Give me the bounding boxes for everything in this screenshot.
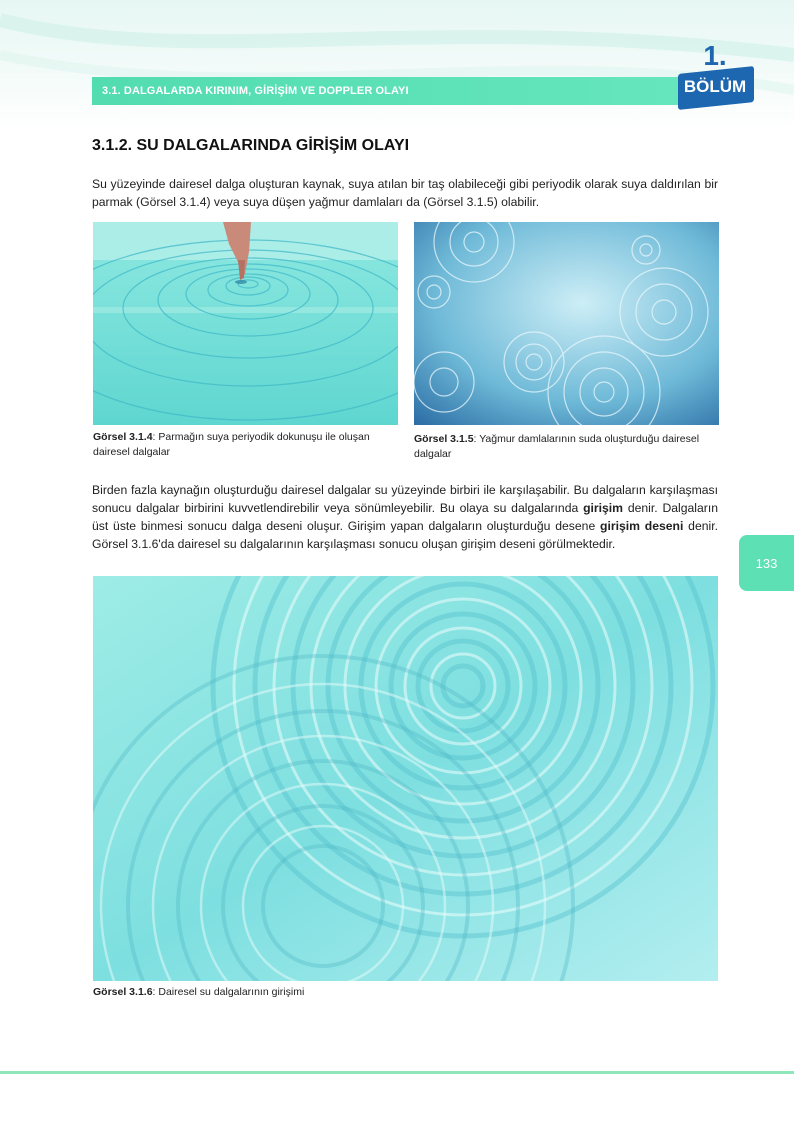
figure-3-1-6-ref: Görsel 3.1.6 bbox=[93, 986, 153, 998]
chapter-number: 1. bbox=[703, 40, 727, 71]
figure-3-1-4-ref: Görsel 3.1.4 bbox=[93, 431, 153, 443]
figure-3-1-6-text: : Dairesel su dalgalarının girişimi bbox=[152, 986, 305, 998]
chapter-badge bbox=[672, 40, 758, 116]
term-girisim-deseni: girişim deseni bbox=[600, 519, 684, 533]
section-header-label: 3.1. DALGALARDA KIRINIM, GİRİŞİM VE DOPPLER OLAYI bbox=[102, 85, 409, 97]
intro-paragraph: Su yüzeyinde dairesel dalga oluşturan kaynak, suya atılan bir taş olabileceği gibi periyodik olarak suya daldırılan bir parmak (Görsel 3.1.4) veya suya düşen yağmur damlaları da (Görsel 3.1.5) olabilir. bbox=[92, 177, 718, 209]
figure-3-1-4-text: : Parmağın suya periyodik dokunuşu ile oluşan dairesel dalgalar bbox=[93, 431, 370, 458]
figure-3-1-6-image bbox=[93, 576, 718, 981]
section-header-bar bbox=[92, 77, 692, 105]
figure-3-1-5-image bbox=[414, 222, 719, 425]
body-part-2: denir. Dalgaların üst üste binmesi sonucu dalga deseni oluşur. Girişim yapan dalgaların oluşturduğu desene bbox=[92, 501, 718, 533]
term-girisim: girişim bbox=[583, 501, 624, 515]
figure-3-1-4-caption bbox=[93, 430, 398, 460]
chapter-label: BÖLÜM bbox=[683, 77, 747, 96]
page-number-tab bbox=[739, 535, 794, 591]
figure-3-1-5-ref: Görsel 3.1.5 bbox=[414, 433, 474, 445]
figure-3-1-5-text: : Yağmur damlalarının suda oluşturduğu dairesel dalgalar bbox=[414, 433, 700, 460]
body-paragraph bbox=[92, 481, 718, 553]
body-part-1: Birden fazla kaynağın oluşturduğu dairesel dalgalar su yüzeyinde birbiri ile karşılaşabilir. Bu dalgaların karşılaşması sonucu dalgalar birbirini kuvvetlendirebilir veya sönümleyebilir. Bu olaya su dalgalarında bbox=[92, 483, 718, 515]
section-title: 3.1.2. SU DALGALARINDA GİRİŞİM OLAYI bbox=[92, 137, 410, 154]
footer-divider bbox=[0, 1071, 794, 1074]
page-number: 133 bbox=[755, 555, 778, 571]
figure-3-1-6-caption bbox=[93, 985, 718, 1000]
figure-3-1-5-caption bbox=[414, 432, 719, 462]
figure-3-1-4-image bbox=[93, 222, 398, 425]
body-part-3: denir. Görsel 3.1.6'da dairesel su dalgalarının karşılaşması sonucu oluşan girişim deseni görülmektedir. bbox=[92, 519, 718, 551]
